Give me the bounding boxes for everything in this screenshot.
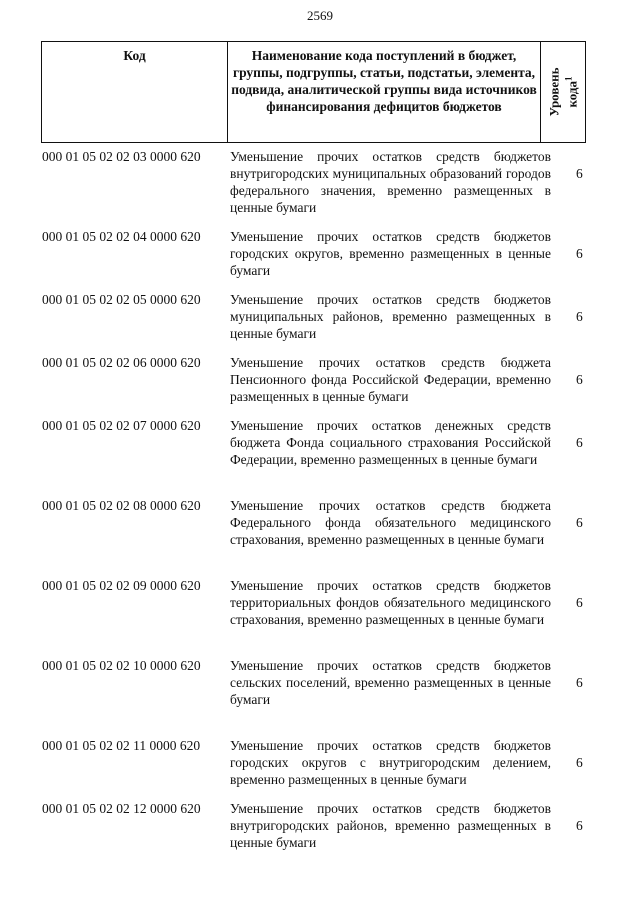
row-name: Уменьшение прочих остатков средств бюджетов городских округов, временно размещенных в ценные бумаги	[230, 229, 551, 278]
row-name: Уменьшение прочих остатков средств бюджетов внутригородских муниципальных образований городов федерального значения, временно размещенных в ценные бумаги	[230, 149, 551, 215]
header-level	[541, 42, 585, 142]
row-name: Уменьшение прочих остатков средств бюджетов городских округов с внутригородским делением, временно размещенных в ценные бумаги	[230, 738, 551, 787]
row-code: 000 01 05 02 02 09 0000 620	[42, 578, 201, 593]
page-number: 2569	[307, 8, 333, 23]
row-name: Уменьшение прочих остатков средств бюджетов внутригородских районов, временно размещенных в ценные бумаги	[230, 801, 551, 850]
header-code: Код	[42, 42, 228, 142]
row-name: Уменьшение прочих остатков средств бюджета Федерального фонда обязательного медицинского страхования, временно размещенных в ценные бумаги	[230, 498, 551, 547]
row-code: 000 01 05 02 02 05 0000 620	[42, 292, 201, 307]
header-level-word2: кода	[564, 80, 580, 108]
row-level: 6	[576, 755, 583, 770]
header-level-text	[546, 67, 579, 116]
header-level-word: Уровень	[546, 67, 562, 117]
row-code: 000 01 05 02 02 07 0000 620	[42, 418, 201, 433]
row-level: 6	[576, 435, 583, 450]
row-code: 000 01 05 02 02 03 0000 620	[42, 149, 201, 164]
row-code: 000 01 05 02 02 10 0000 620	[42, 658, 201, 673]
header-name: Наименование кода поступлений в бюджет, группы, подгруппы, статьи, подстатьи, элемента, подвида, аналитической группы вида источников финансирования дефицитов бюджетов	[228, 42, 541, 142]
row-code: 000 01 05 02 02 06 0000 620	[42, 355, 201, 370]
row-level: 6	[576, 372, 583, 387]
row-name: Уменьшение прочих остатков средств бюджетов сельских поселений, временно размещенных в ценные бумаги	[230, 658, 551, 707]
row-name: Уменьшение прочих остатков средств бюджетов муниципальных районов, временно размещенных в ценные бумаги	[230, 292, 551, 341]
header-level-footnote: 1	[563, 76, 574, 81]
row-code: 000 01 05 02 02 04 0000 620	[42, 229, 201, 244]
row-level: 6	[576, 166, 583, 181]
row-code: 000 01 05 02 02 11 0000 620	[42, 738, 201, 753]
table-header	[41, 41, 586, 143]
row-level: 6	[576, 818, 583, 833]
row-name: Уменьшение прочих остатков денежных средств бюджета Фонда социального страхования Российской Федерации, временно размещенных в ценные бумаги	[230, 418, 551, 467]
row-level: 6	[576, 675, 583, 690]
row-level: 6	[576, 595, 583, 610]
row-name: Уменьшение прочих остатков средств бюджета Пенсионного фонда Российской Федерации, временно размещенных в ценные бумаги	[230, 355, 551, 404]
row-code: 000 01 05 02 02 08 0000 620	[42, 498, 201, 513]
row-level: 6	[576, 309, 583, 324]
row-code: 000 01 05 02 02 12 0000 620	[42, 801, 201, 816]
row-name: Уменьшение прочих остатков средств бюджетов территориальных фондов обязательного медицинского страхования, временно размещенных в ценные бумаги	[230, 578, 551, 627]
row-level: 6	[576, 515, 583, 530]
row-level: 6	[576, 246, 583, 261]
